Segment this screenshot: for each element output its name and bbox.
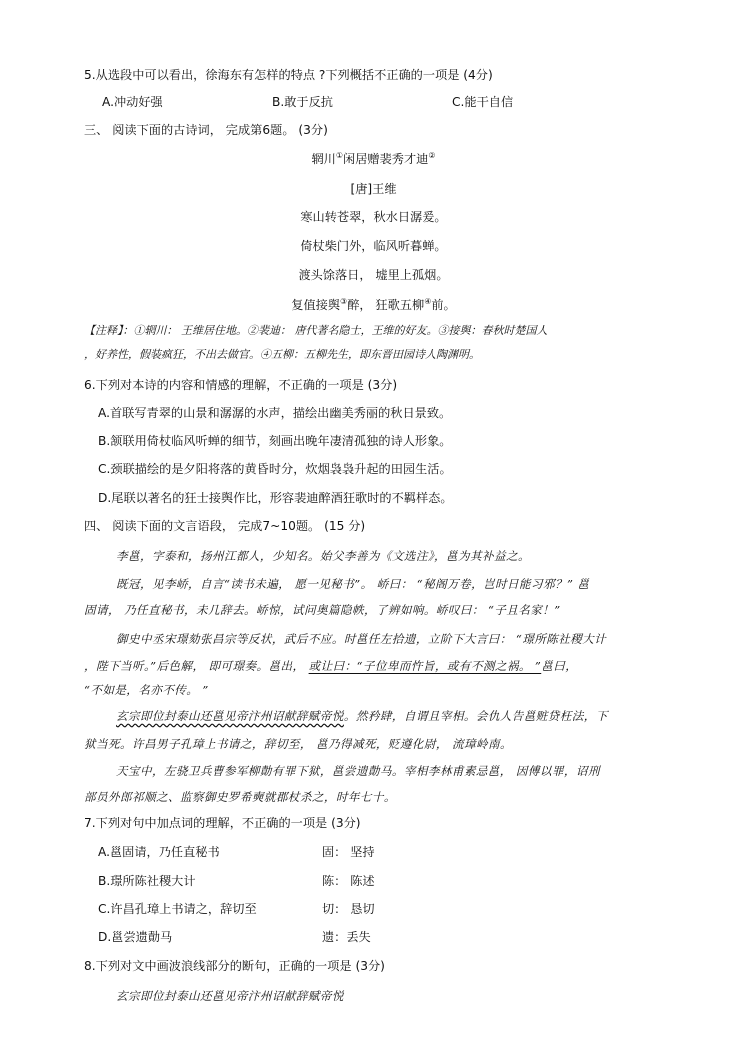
- poem-notes-line-1: 【注释】：①辋川： 王维居住地。②裴迪： 唐代著名隐士，王维的好友。③接舆：春秋时楚国人: [84, 324, 548, 337]
- passage-para-4-line-1: 玄宗即位封泰山还邕见帝汴州诏献辞赋帝悦。然矜肆，自谓且宰相。会仇人告邕赃贷枉法，下: [116, 709, 608, 723]
- passage-para-3-line-1: 御史中丞宋璟劾张昌宗等反状，武后不应。时邕任左拾遗，立阶下大言曰： “璟所陈社稷大计: [116, 632, 607, 646]
- poem-author: [唐]王维: [350, 182, 397, 196]
- passage-para-5-line-1: 天宝中，左骁卫兵曹参军柳勣有罪下狱，邕尝遗勣马。宰相李林甫素忌邕， 因傅以罪，诏刑: [116, 764, 600, 778]
- q7-option-d-gloss: 遗：丢失: [322, 930, 371, 944]
- passage-para-3-line-2: ，陛下当听。”后色解， 即可璟奏。邕出， 或让曰：“子位卑而忤旨，或有不测之祸。 ”邕曰，: [84, 659, 578, 673]
- q7-option-a: A.邕固请，乃任直秘书: [98, 845, 220, 859]
- q6-option-d: D.尾联以著名的狂士接舆作比，形容裴迪醉酒狂歌时的不羁样态。: [98, 491, 453, 505]
- q6-stem: 6.下列对本诗的内容和情感的理解，不正确的一项是 (3分): [84, 378, 398, 392]
- q7-option-a-gloss: 固： 坚持: [322, 845, 375, 859]
- passage-para-3-line-3: “不如是，名亦不传。 ”: [84, 683, 209, 697]
- passage-para-4-line-2: 狱当死。许昌男子孔璋上书请之，辞切至， 邕乃得减死，贬遵化尉， 流璋岭南。: [84, 737, 512, 751]
- q6-option-b: B.颔联用倚杖临风听蝉的细节，刻画出晚年凄清孤独的诗人形象。: [98, 434, 452, 448]
- passage-para-5-line-2: 部员外郎祁顺之、监察御史罗希奭就郡杖杀之，时年七十。: [84, 790, 396, 804]
- q7-option-d: D.邕尝遗勣马: [98, 930, 173, 944]
- section-3-heading: 三、 阅读下面的古诗词， 完成第6题。 (3分): [84, 123, 328, 137]
- q5-option-a: A.冲动好强: [102, 95, 163, 109]
- poem-title: 辋川①闲居赠裴秀才迪②: [311, 151, 436, 166]
- passage-para-2-line-2: 固请， 乃任直秘书，未几辞去。峤惊，试问奥篇隐帙，了辨如响。峤叹曰： “子且名家！”: [84, 603, 561, 617]
- q7-option-c-gloss: 切： 恳切: [322, 902, 375, 916]
- q6-option-c: C.颈联描绘的是夕阳将落的黄昏时分，炊烟袅袅升起的田园生活。: [98, 462, 452, 476]
- q7-option-b: B.璟所陈社稷大计: [98, 874, 196, 888]
- section-4-heading: 四、 阅读下面的文言语段， 完成7~10题。 (15 分): [84, 519, 366, 533]
- poem-line-2: 倚杖柴门外，临风听暮蝉。: [300, 239, 447, 253]
- q7-stem: 7.下列对句中加点词的理解，不正确的一项是 (3分): [84, 816, 361, 830]
- q5-option-b: B.敢于反抗: [272, 95, 333, 109]
- wavy-underlined-sentence: 玄宗即位封泰山还邕见帝汴州诏献辞赋帝悦: [116, 709, 344, 723]
- poem-notes-line-2: ，好养性，假装疯狂，不出去做官。④五柳：五柳先生，即东晋田园诗人陶渊明。: [84, 348, 480, 361]
- q5-stem: 5.从选段中可以看出，徐海东有怎样的特点 ?下列概括不正确的一项是 (4分): [84, 68, 493, 82]
- q8-sentence: 玄宗即位封泰山还邕见帝汴州诏献辞赋帝悦: [116, 989, 344, 1003]
- poem-line-4: 复值接舆③醉， 狂歌五柳④前。: [291, 297, 456, 312]
- passage-para-1: 李邕，字泰和，扬州江都人，少知名。始父李善为《文选注》，邕为其补益之。: [116, 549, 530, 563]
- underlined-sentence: 或让曰：“子位卑而忤旨，或有不测之祸。 ”: [308, 659, 542, 673]
- q7-option-c: C.许昌孔璋上书请之，辞切至: [98, 902, 257, 916]
- poem-line-3: 渡头馀落日， 墟里上孤烟。: [298, 268, 449, 282]
- poem-line-1: 寒山转苍翠，秋水日潺爰。: [300, 210, 447, 224]
- passage-para-2-line-1: 既冠，见李峤，自言“读书未遍， 愿一见秘书”。 峤曰： “秘阁万卷，岂时日能习邪？” 邕: [116, 577, 590, 591]
- q5-option-c: C.能干自信: [452, 95, 514, 109]
- q6-option-a: A.首联写青翠的山景和潺潺的水声，描绘出幽美秀丽的秋日景致。: [98, 406, 452, 420]
- q8-stem: 8.下列对文中画波浪线部分的断句，正确的一项是 (3分): [84, 959, 385, 973]
- q7-option-b-gloss: 陈： 陈述: [322, 874, 375, 888]
